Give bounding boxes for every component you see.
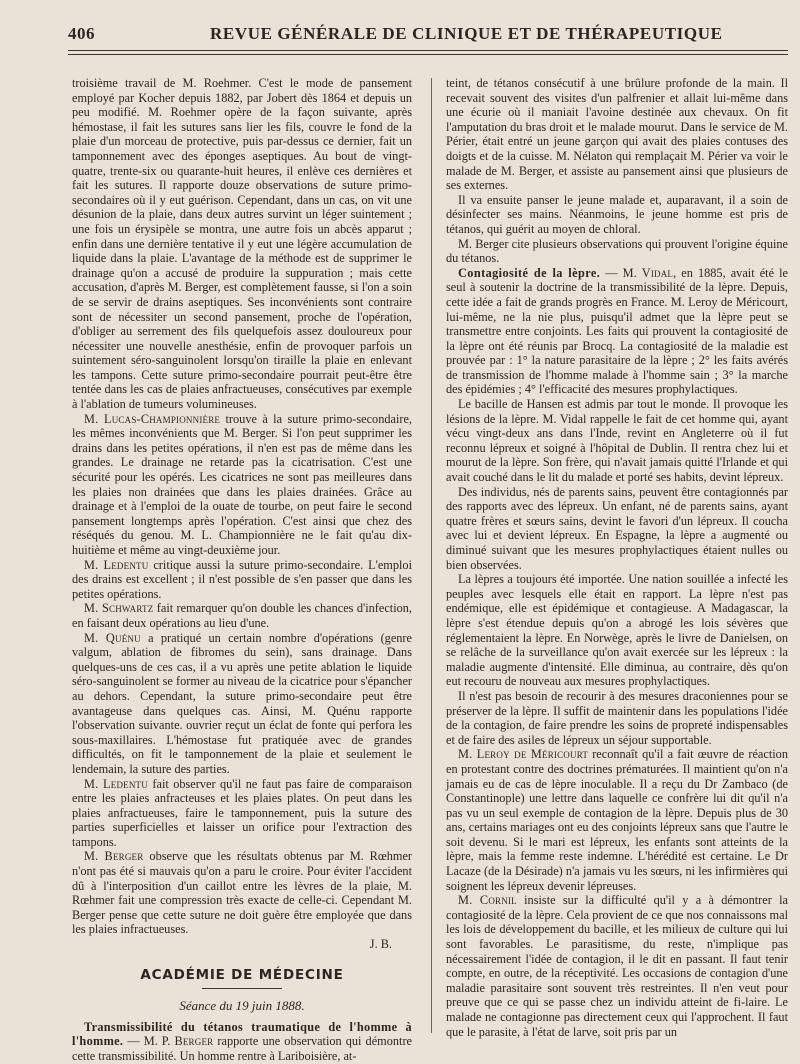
signature: J. B. <box>369 937 392 952</box>
paragraph-text: trouve à la suture primo-secondaire, les mêmes inconvénients que M. Berger. Si l'on peut supprimer les drains dans les petites opérations, il n'en est pas de même dans les grandes. Le drainage ne retarde pas la cicatrisation. C'est une sécurité pour les opérés. Les cicatrices ne sont pas meilleures dans les plaies non drainées que dans les plaies drainées. Grâce au drainage et à l'emploi de la ouate de tourbe, on peut faire le second pansement longtemps après l'opération. C'est ainsi que chez des réséqués du genou. M. L. Championnière ne le fait qu'au dix-huitième et même au vingt-deuxième jour. <box>72 411 412 557</box>
article-title: Transmissibilité du tétanos traumatique de l'homme à l'homme. <box>72 1019 412 1049</box>
paragraph-text: rapporte une observation qui démontre cette transmissibilité. Un homme rentre à Lariboisière, at- <box>72 1034 412 1063</box>
paragraph <box>446 266 788 397</box>
running-title: REVUE GÉNÉRALE DE CLINIQUE ET DE THÉRAPEUTIQUE <box>210 24 723 43</box>
speaker-name: Berger <box>174 1034 214 1049</box>
speaker-name: Vidal <box>641 265 674 280</box>
speaker-name: M. Ledentu <box>84 776 148 791</box>
header-rule <box>68 50 788 51</box>
paragraph <box>446 747 788 893</box>
paragraph <box>72 777 412 850</box>
speaker-name: M. Cornil <box>458 893 517 908</box>
signature-line <box>72 937 412 952</box>
paragraph-text: a pratiqué un certain nombre d'opérations (genre valgum, ablation de fibromes du sein), sans drainage. Dans quelques-uns de ces cas, il a vu après une petite ablation le liquide séro-sanguinolent se former au niveau de la cicatrice pour s'épancher au dehors. Cependant, la suture primo-secondaire peut être avantageuse dans quelques cas. Ainsi, M. Quénu rapporte l'observation suivante. ouvrier reçut un éclat de fonte qui perfora les sous-maxillaires. L'hémostase fut pratiquée avec de grandes difficultés, on fit le tamponnement de la plaie et seulement le lendemain, la suture des parties. <box>72 630 412 776</box>
article-title: Contagiosité de la lèpre. <box>458 265 601 280</box>
paragraph <box>72 601 412 630</box>
section-title: ACADÉMIE DE MÉDECINE <box>140 966 344 983</box>
paragraph <box>72 849 412 937</box>
speaker-name: M. Lucas-Championnière <box>84 411 221 426</box>
paragraph-text: critique aussi la suture primo-secondaire. L'emploi des drains est excellent ; il n'est possible de s'en passer que dans les petites opérations. <box>72 557 412 601</box>
speaker-name: M. Berger <box>84 849 144 864</box>
paragraph: La lèpres a toujours été importée. Une nation souillée a infecté les peuples avec lesquels elle était en rapport. La lèpre n'est pas endémique, elle est épidémique et contagieuse. A Madagascar, la lèpre s'est étendue depuis qu'on a abrogé les lois sévères que réglementaient la lèpre. En Norwège, après le livre de Danielsen, on se relâche de la surveillance qu'on avait exercée sur les lépreux : la maladie augmente d'intensité. Elle diminua, au contraire, dès qu'on eut recouru de nouveau aux mesures prophylactiques. <box>446 572 788 689</box>
paragraph <box>72 1020 412 1064</box>
paragraph: teint, de tétanos consécutif à une brûlure profonde de la main. Il recevait souvent des visites d'un palfrenier et allait lui-même dans une écurie où il maniait l'avoine destinée aux chevaux. On fit l'amputation du bras droit et le malade mourut. Dans le service de M. Périer, était entré un jeune garçon qui avait des plaies contuses des doigts et de la cuisse. M. Nélaton qui remplaçait M. Périer va voir le malade de M. Berger, et assiste au pansement ainsi que plusieurs de ses externes. <box>446 76 788 193</box>
paragraph: Des individus, nés de parents sains, peuvent être contagionnés par des rapports avec des lépreux. Un enfant, né de parents sains, ayant quatre frères et sœurs sains, devint le favori d'un lépreux. Il coucha avec lui et devient lépreux. En Espagne, la lèpre a augmenté ou diminué suivant que les mesures prophylactiques étaient nulles ou bien observées. <box>446 484 788 572</box>
paragraph: Le bacille de Hansen est admis par tout le monde. Il provoque les lésions de la lèpre. M. Vidal rappelle le fait de cet homme qui, ayant vécu vingt-deux ans dans l'Inde, revint en Angleterre où il fut reconnu lépreux et soigné à l'hôpital de Dublin. Il rentra chez lui et mourut de la lèpre. Son frère, qui n'avait jamais quitté l'Irlande et qui avait couché dans le lit du malade et porté ses habits, devint lépreux. <box>446 397 788 485</box>
paragraph: troisième travail de M. Roehmer. C'est le mode de pansement employé par Kocher depuis 1882, par Jobert dès 1864 et depuis un peu modifié. M. Roehmer opère de la façon suivante, après hémostase, il fait les sutures sans lier les fils, couvre le fond de la plaie d'un morceau de protective, puis par-dessus ce dernier, fait un tamponnement avec des éponges aseptiques. Au bout de vingt-quatre, trente-six ou quarante-huit heures, il enlève ces dernières et fait les sutures. Il rapporte douze observations de suture primo-secondaires où il y eut guérison. Cependant, dans un cas, on vit une désunion de la plaie, dans deux autres survint un léger suintement ; une fois un érysipèle se montra, une autre fois un abcès apparut ; enfin dans une dernière tentative il y eut une légère accumulation de liquide dans la plaie. L'avantage de la méthode est de supprimer le drainage qu'on a accusé de produire la suppuration ; mais cette accusation, d'après M. Berger, est complètement fausse, si l'on a soin de se servir de drains aseptiques. Ses inconvénients sont contraire sont de nécessiter un second pansement, proche de l'opération, d'obliger au serrement des fils quelquefois assez douloureux pour nécessiter une nouvelle anesthésie, enfin de provoquer parfois un suintement séro-sanguinolent lorsqu'on tiraille la plaie en enlevant les tampons. Cette suture primo-secondaire pourrait peut-être être tentée dans les cas de plaies anfractueuses, consécutives par exemple à l'ablation de tumeurs volumineuses. <box>72 76 412 412</box>
paragraph <box>446 893 788 1039</box>
paragraph <box>72 412 412 558</box>
paragraph-text: fait remarquer qu'on double les chances d'infection, en faisant deux opérations au lieu d'une. <box>72 601 412 630</box>
seance-date: Séance du 19 juin 1888. <box>179 998 305 1014</box>
speaker-name: M. Quénu <box>84 630 141 645</box>
header-rule-thin <box>68 54 788 55</box>
right-column <box>446 76 788 1039</box>
paragraph <box>72 558 412 602</box>
paragraph-text: observe que les résultats obtenus par M. Rœhmer n'ont pas été si mauvais qu'on a paru le croire. Pour éviter l'accident dû à l'interposition d'un caillot entre les lèvres de la plaie, M. Rœhmer fait une compression très exacte de celle-ci. Cependant M. Berger pense que cette suture ne doit guère être employée que dans les plaies infractueuses. <box>72 849 412 937</box>
left-column <box>72 76 412 1064</box>
speaker-name: M. Schwartz <box>84 601 154 616</box>
dash: — M. P. <box>123 1034 175 1049</box>
column-divider <box>431 78 432 1033</box>
paragraph-text: insiste sur la difficulté qu'il y a à démontrer la contagiosité de la lèpre. Cela provient de ce que nos connaissons mal les lois de développement du bacille, et les milieux de culture qui lui sont favorables. Le parasitisme, du reste, n'implique pas nécessairement l'idée de contagion, il le dit en passant. Il faut tenir compte, en outre, de la réceptivité. Les occasions de contagion d'une maladie parasitaire sont souvent très restreintes. Il n'en veut pour preuve que ce qui se passe chez un individu atteint de fi-laire. Le malade ne contagionne pas directement ceux qui l'approchent. Il faut que le parasite, à l'état de larve, soit pris par un <box>446 893 788 1039</box>
dash: — M. <box>600 265 642 280</box>
paragraph: Il va ensuite panser le jeune malade et, auparavant, il a soin de désinfecter ses mains. Néanmoins, le jeune homme est pris de tétanos, qui guérit au moyen de chloral. <box>446 192 788 236</box>
paragraph-text: reconnaît qu'il a fait œuvre de réaction en protestant contre des doctrines prématurées. Il maintient qu'on n'a jamais eu de cas de lèpre inoculable. Il a reçu du Dr Zambaco (de Constantinople) une lettre dans laquelle ce confrère lui dit qu'il n'a pas vu un seul exemple de contagion de la lèpre. Depuis plus de 30 ans, certains mariages ont eu des conjoints lépreux sans que l'autre le soit devenu. Si le mari est lépreux, les enfants sont atteints de la lèpre, mais la femme reste indemne. L'hérédité est certaine. Le Dr Lacaze (de la Désirade) n'a jamais vu les sœurs, ni les infirmières qui soignent les lépreux devenir lépreuses. <box>446 747 788 893</box>
paragraph-text: , en 1885, avait été le seul à soutenir la doctrine de la transmissibilité de la lèpre. Depuis, cette idée a fait de grands progrès en France. M. Leroy de Méricourt, lui-même, ne la nie plus, puisqu'il admet que la lèpre peut se transmettre entre conjoints. Les faits qui prouvent la contagiosité de la lèpre ont été réunis par Brocq. La contagiosité de la maladie est prouvée par : 1° la nature parasitaire de la lèpre ; 2° les faits avérés de transmission de l'homme malade à l'homme sain ; 3° la marche des épidémies ; 4° l'efficacité des mesures prophylactiques. <box>446 265 788 397</box>
paragraph: M. Berger cite plusieurs observations qui prouvent l'origine équine du tétanos. <box>446 236 788 266</box>
page-number: 406 <box>68 24 95 43</box>
paragraph: Il n'est pas besoin de recourir à des mesures draconiennes pour se préserver de la lèpre. Il suffit de maintenir dans les populations l'idée de la contagion, de faire prendre les soins de propreté indispensables et de faire des asiles de lépreux un séjour supportable. <box>446 688 788 747</box>
paragraph <box>72 631 412 777</box>
speaker-name: M. Ledentu <box>84 557 149 572</box>
paragraph-text: fait observer qu'il ne faut pas faire de comparaison entre les plaies anfracteuses et les plaies plates. On peut dans les plaies anfractueuses, faire le tamponnement, puis la suture des parties superficielles et laisser un orifice pour l'extraction des tampons. <box>72 776 412 849</box>
page-header <box>0 0 800 64</box>
speaker-name: M. Leroy de Méricourt <box>458 747 589 762</box>
section-rule <box>202 988 282 989</box>
